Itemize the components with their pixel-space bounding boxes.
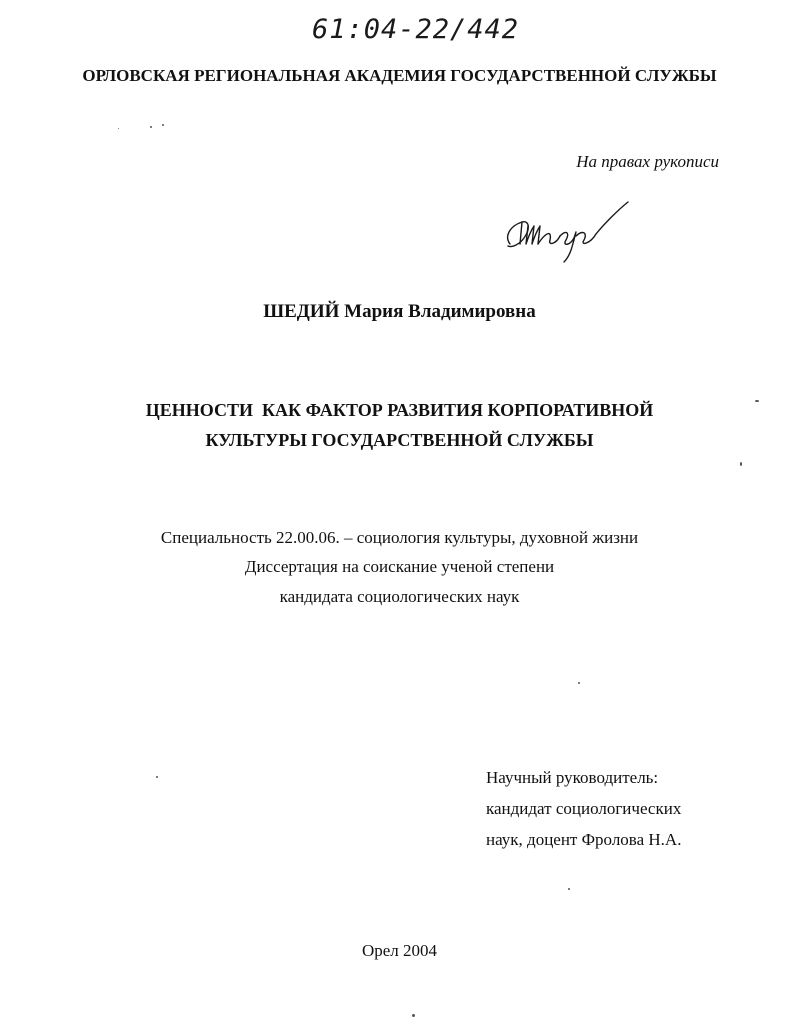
specialty-line: Специальность 22.00.06. – социология культуры, духовной жизни: [160, 528, 639, 547]
author-name: ШЕДИЙ Мария Владимировна: [263, 301, 536, 322]
advisor-line-1: кандидат социологических: [486, 799, 682, 818]
city-year: Орел 2004: [361, 941, 438, 960]
advisor-label: Научный руководитель:: [486, 768, 659, 787]
rights-note: На правах рукописи: [576, 152, 719, 171]
scan-speck: [156, 776, 158, 778]
scan-speck: [150, 126, 152, 128]
scan-speck: [578, 682, 580, 684]
scan-speck: [755, 400, 759, 402]
handwritten-signature: [500, 196, 640, 266]
scan-speck: [118, 128, 119, 129]
scan-speck: [162, 124, 164, 126]
institution-name: ОРЛОВСКАЯ РЕГИОНАЛЬНАЯ АКАДЕМИЯ ГОСУДАРСТВЕННОЙ СЛУЖБЫ: [82, 66, 717, 85]
scan-speck: [568, 888, 570, 890]
scan-speck: [740, 462, 742, 466]
thesis-title-line-2: КУЛЬТУРЫ ГОСУДАРСТВЕННОЙ СЛУЖБЫ: [205, 430, 594, 450]
degree-line: кандидата социологических наук: [279, 587, 520, 606]
advisor-block: [486, 762, 681, 855]
scan-speck: [412, 1014, 415, 1017]
thesis-title-line-1: ЦЕННОСТИ КАК ФАКТОР РАЗВИТИЯ КОРПОРАТИВНОЙ: [145, 400, 654, 420]
advisor-line-2: наук, доцент Фролова Н.А.: [486, 830, 682, 849]
archive-stamp: 61:04-22/442: [312, 14, 520, 45]
dissertation-type-line: Диссертация на соискание ученой степени: [244, 557, 555, 576]
